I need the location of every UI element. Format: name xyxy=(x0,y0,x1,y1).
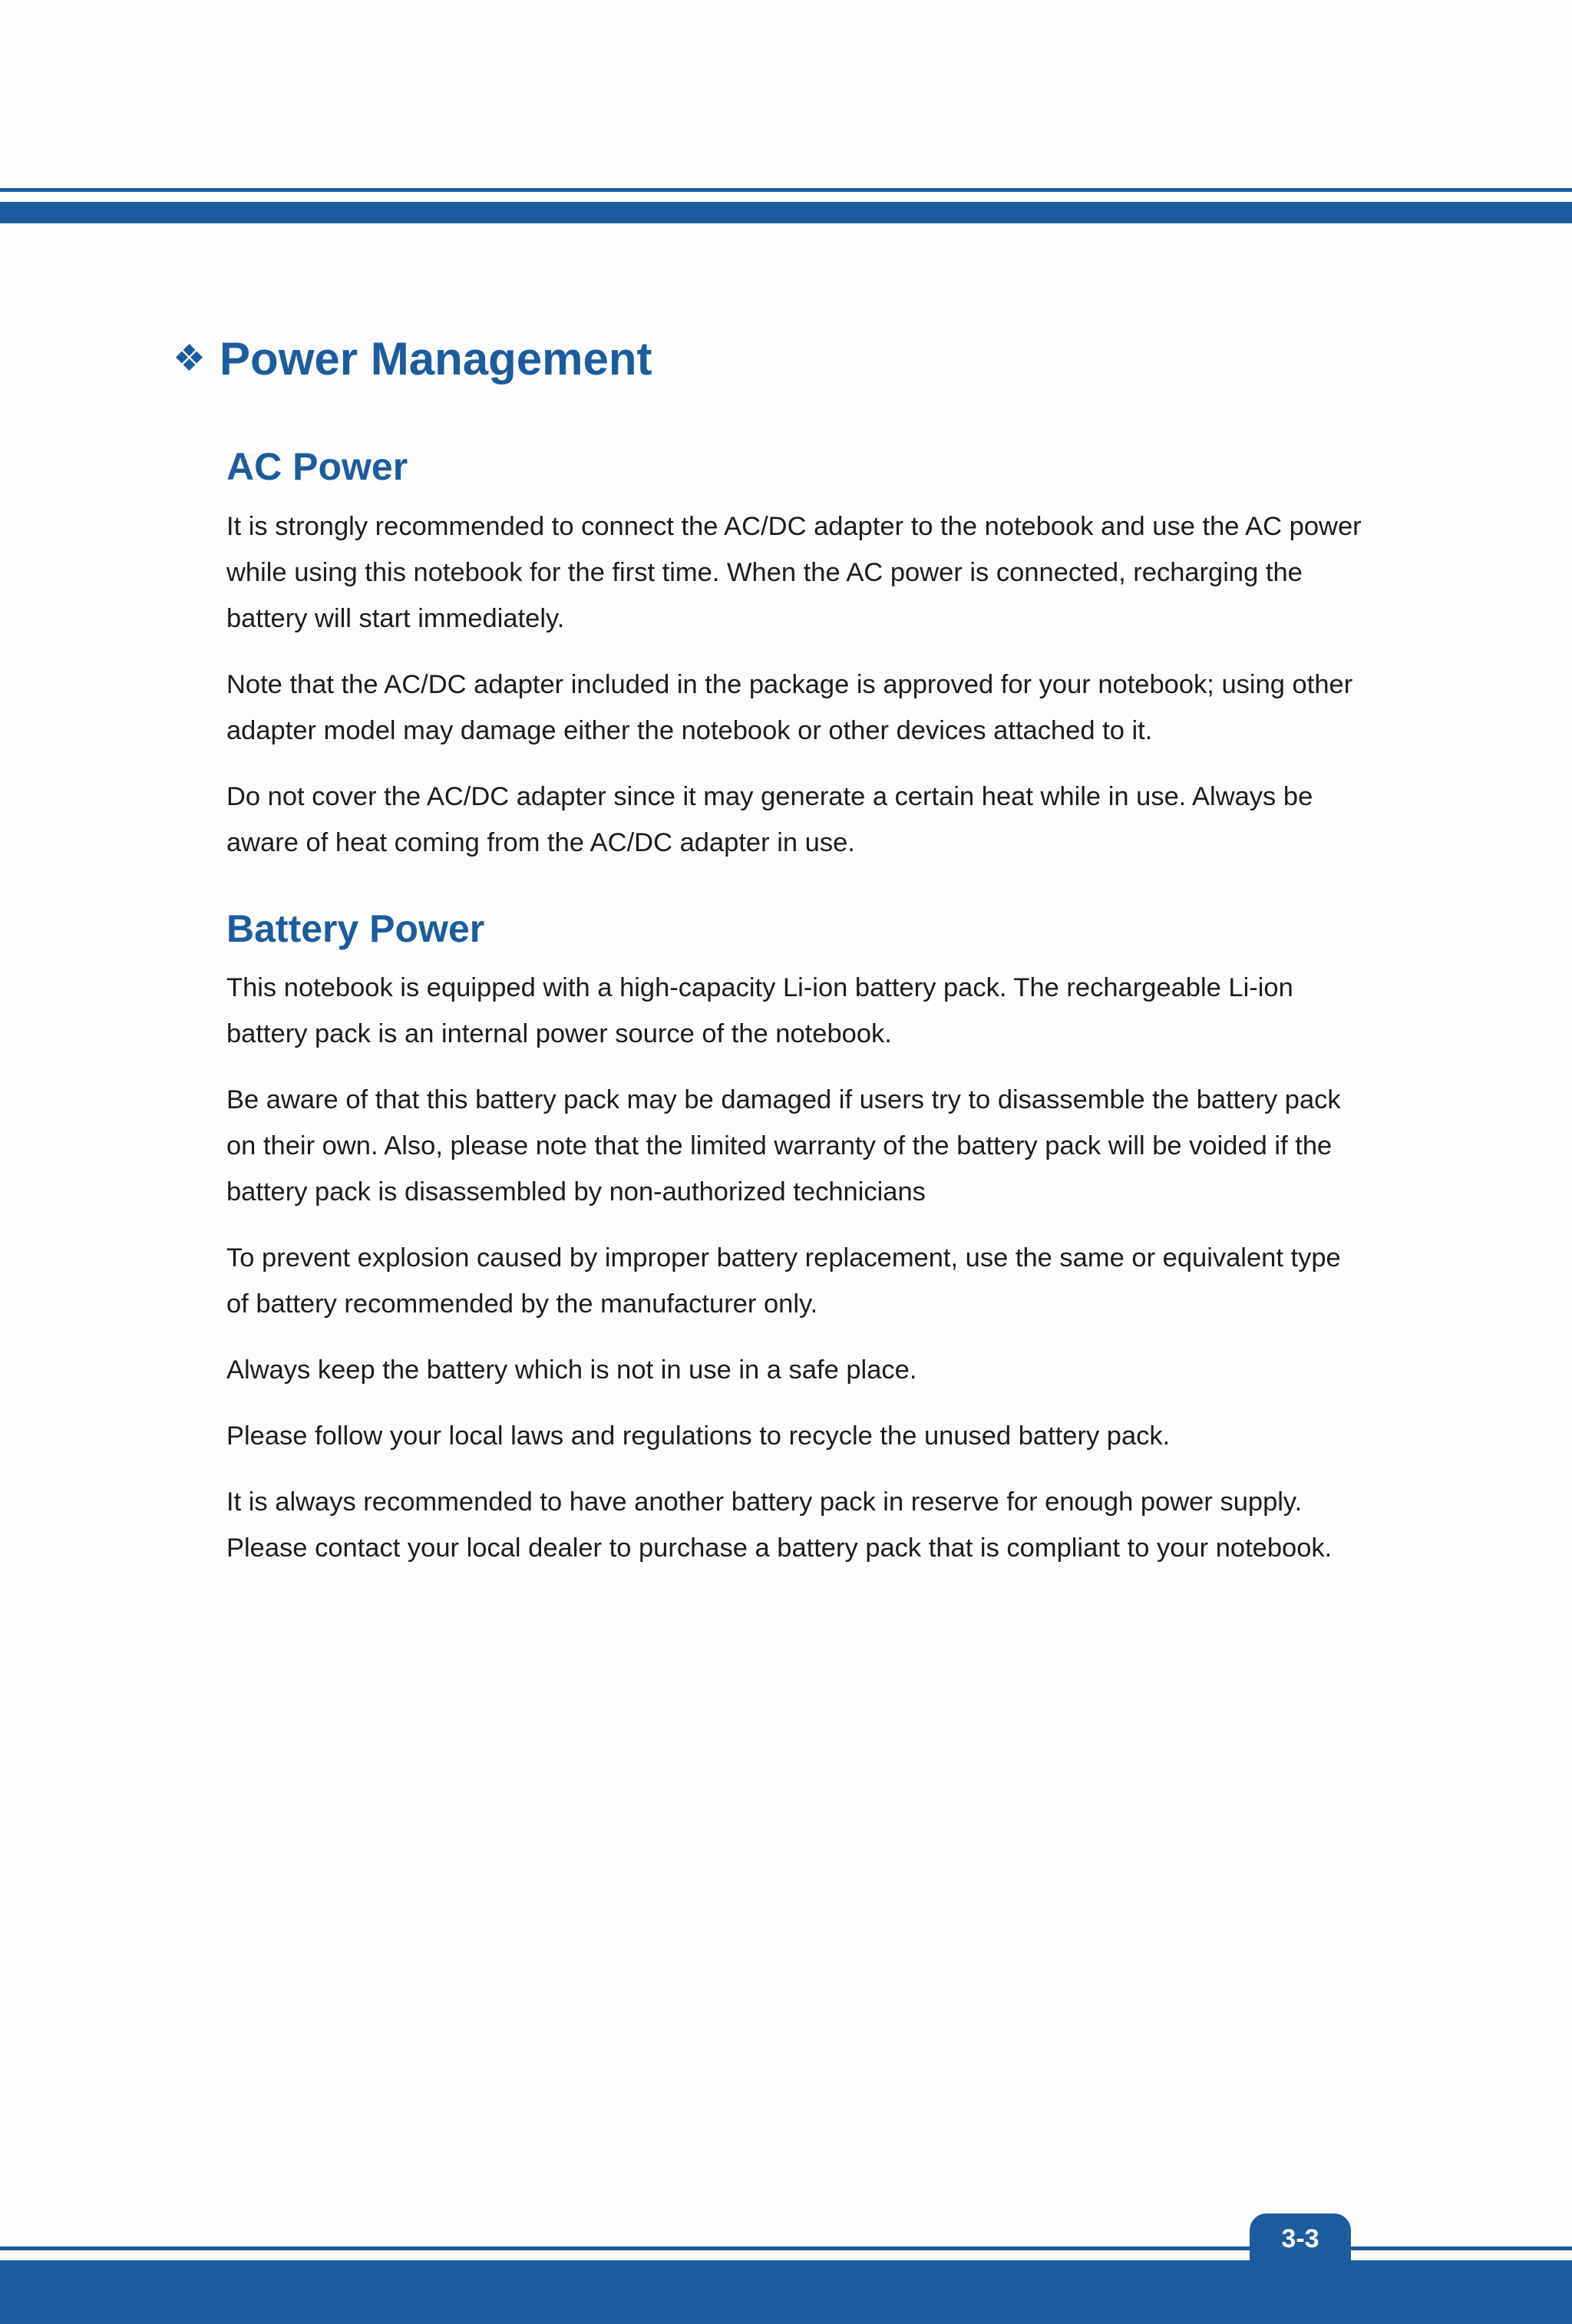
ac-power-paragraph-2: Note that the AC/DC adapter included in the package is approved for your notebook; using other adapter model may damage either the notebook or other devices attached to it. xyxy=(226,670,1353,745)
page-number: 3-3 xyxy=(1281,2223,1319,2253)
page-number-tab xyxy=(1250,2213,1351,2264)
ac-power-paragraph-1: It is strongly recommended to connect the AC/DC adapter to the notebook and use the AC power while using this notebook for the first time. When the AC power is connected, recharging the battery will start immediately. xyxy=(226,512,1362,633)
footer-rule-thick xyxy=(0,2260,1572,2324)
battery-power-paragraph-3: To prevent explosion caused by improper battery replacement, use the same or equivalent type of battery recommended by the manufacturer only. xyxy=(226,1243,1341,1319)
diamond-bullet-icon: ❖ xyxy=(173,338,206,379)
section-title xyxy=(173,330,652,388)
ac-power-paragraph-3: Do not cover the AC/DC adapter since it may generate a certain heat while in use. Always be aware of heat coming from the AC/DC adapter in use. xyxy=(226,782,1313,857)
header-rule-thin xyxy=(0,188,1572,192)
battery-power-paragraph-6: It is always recommended to have another battery pack in reserve for enough power supply. Please contact your local dealer to purchase a battery pack that is compliant to your notebook. xyxy=(226,1487,1333,1563)
section-title-text: Power Management xyxy=(220,333,652,385)
battery-power-paragraph-1: This notebook is equipped with a high-capacity Li-ion battery pack. The rechargeable Li-ion battery pack is an internal power source of the notebook. xyxy=(226,973,1293,1048)
ac-power-heading: AC Power xyxy=(226,445,408,488)
battery-power-paragraph-4: Always keep the battery which is not in use in a safe place. xyxy=(226,1355,917,1385)
battery-power-paragraph-5: Please follow your local laws and regulations to recycle the unused battery pack. xyxy=(226,1421,1171,1451)
battery-power-heading: Battery Power xyxy=(226,907,485,950)
battery-power-paragraph-2: Be aware of that this battery pack may be damaged if users try to disassemble the battery pack on their own. Also, please note that the limited warranty of the battery pack will be voided if the battery pack is disassembled by non-authorized technicians xyxy=(226,1085,1341,1207)
header-rule-thick xyxy=(0,202,1572,223)
